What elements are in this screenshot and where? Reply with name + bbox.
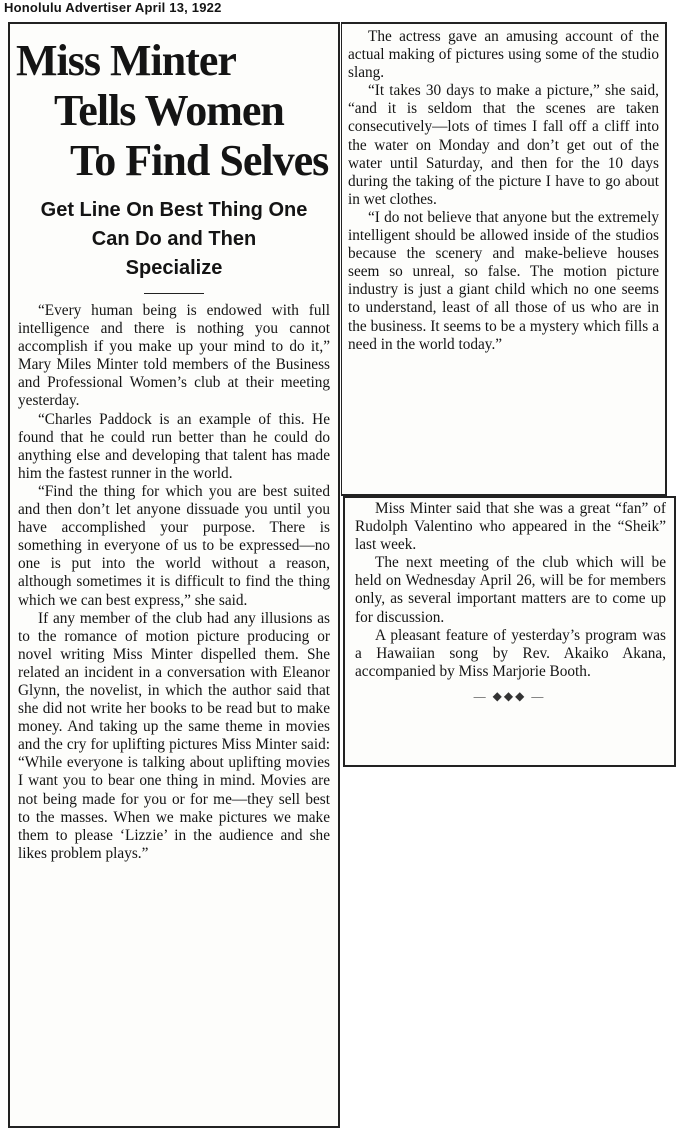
paragraph: “Every human being is endowed with full intelligence and there is nothing you cannot accomplish if you make up your mind to do it,” Mary Miles Minter told members of the Business and Professional Women’s club at their meeting yesterday. <box>18 302 330 410</box>
article-body <box>10 302 338 863</box>
divider-rule <box>144 293 204 294</box>
article-left-column <box>8 22 340 1128</box>
article-right-column-bottom <box>343 496 676 767</box>
article-right-column-top <box>341 22 667 496</box>
paragraph: The actress gave an amusing account of the actual making of pictures using some of the studio slang. <box>348 28 659 82</box>
subheadline-line: Can Do and Then <box>91 228 257 250</box>
paragraph: “It takes 30 days to make a picture,” she said, “and it is seldom that the scenes are taken consecutively—lots of times I fall off a cliff into the water on Monday and don’t get out of the water until Saturday, and then for the 10 days during the taking of the picture I have to go about in wet clothes. <box>348 82 659 208</box>
article-body <box>342 24 665 354</box>
paragraph: If any member of the club had any illusions as to the romance of motion picture producing or novel writing Miss Minter dispelled them. She related an incident in a conversation with Eleanor Glynn, the novelist, in which the author said that she did not write her books to be read but to make money. And taking up the same theme in movies and the cry for uplifting pictures Miss Minter said: “While everyone is talking about uplifting movies I want you to bear one thing in mind. Movies are not being made for you or for me—they sell best to the masses. When we make pictures we make them to please ‘Lizzie’ in the audience and she likes problem plays.” <box>18 609 330 862</box>
headline-line: Tells Women <box>54 86 284 135</box>
paragraph: Miss Minter said that she was a great “fan” of Rudolph Valentino who appeared in the “Sheik” last week. <box>355 500 666 554</box>
subheadline-line: Get Line On Best Thing One <box>40 199 308 221</box>
headline-line: Miss Minter <box>16 36 236 85</box>
paragraph: The next meeting of the club which will be held on Wednesday April 26, will be for members only, as several important matters are to come up for discussion. <box>355 554 666 626</box>
paragraph: “I do not believe that anyone but the extremely intelligent should be allowed inside of the studios because the scenery and make-believe houses seem so unreal, so false. The motion picture industry is just a giant child which no one seems to understand, least of all those of us who are in the business. It seems to be a mystery which fills a need in the world today.” <box>348 208 659 353</box>
end-ornament: — ◆◆◆ — <box>473 688 546 703</box>
paragraph: “Find the thing for which you are best suited and then don’t let anyone dissuade you until you have accomplished your purpose. There is something in everyone of us to be expressed—no one is put into the world without a reason, although sometimes it is difficult to find the thing which we can best express,” she said. <box>18 482 330 609</box>
paragraph: “Charles Paddock is an example of this. He found that he could run better than he could do anything else and developing that talent has made him the fastest runner in the world. <box>18 410 330 482</box>
source-caption: Honolulu Advertiser April 13, 1922 <box>4 0 222 15</box>
headline-line: To Find Selves <box>70 136 329 185</box>
subheadline <box>10 196 338 283</box>
paragraph: A pleasant feature of yesterday’s program was a Hawaiian song by Rev. Akaiko Akana, accompanied by Miss Marjorie Booth. <box>355 626 666 680</box>
article-body <box>345 498 674 681</box>
headline <box>10 36 338 186</box>
subheadline-line: Specialize <box>125 257 223 279</box>
